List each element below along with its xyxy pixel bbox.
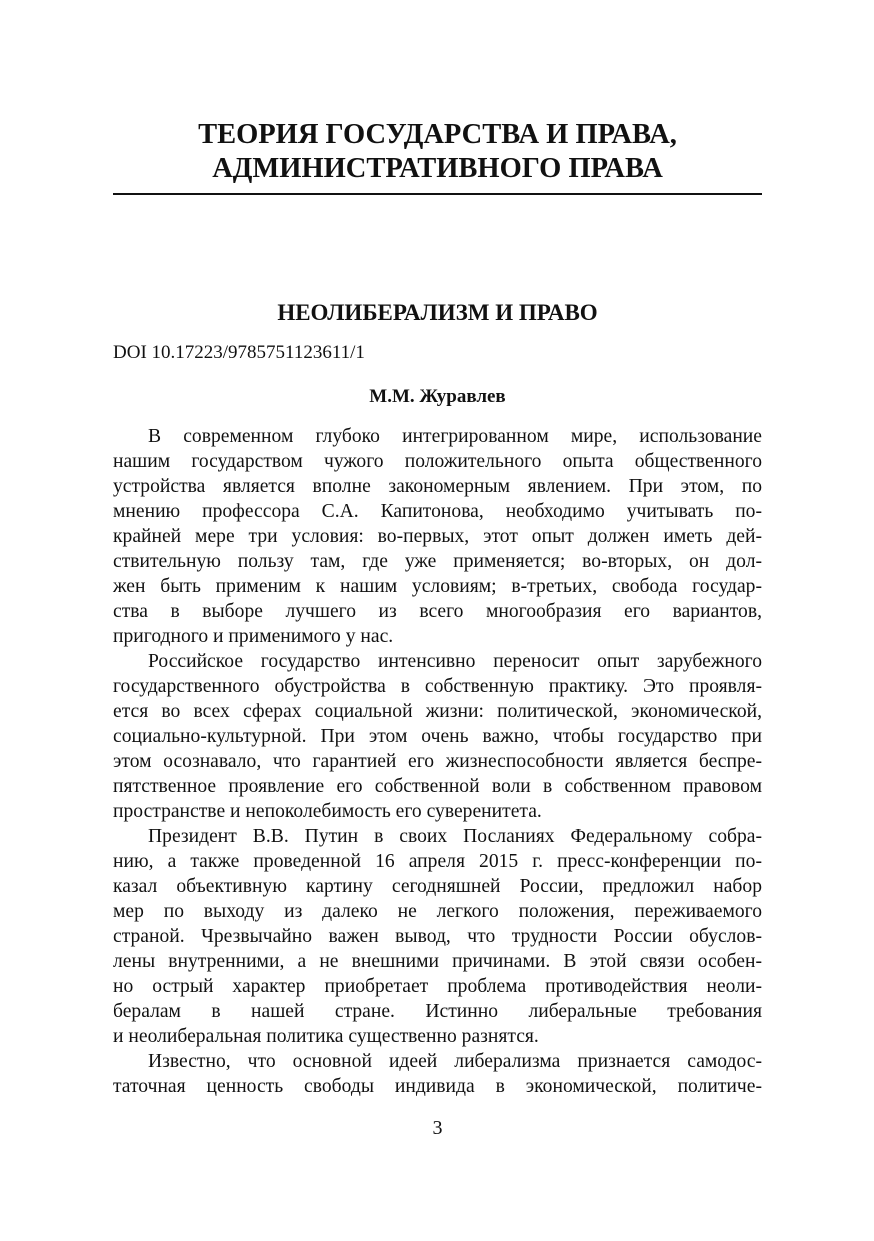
text-line: пятственное проявление его собственной воли в собственном правовом [113, 776, 762, 797]
text-line: Известно, что основной идеей либерализма признается самодос- [148, 1051, 762, 1072]
section-title-line-1: ТЕОРИЯ ГОСУДАРСТВА И ПРАВА, [198, 119, 677, 150]
text-line: нашим государством чужого положительного опыта общественного [113, 451, 762, 472]
text-line: Президент В.В. Путин в своих Посланиях Федеральному собра- [148, 826, 762, 847]
text-line: ется во всех сферах социальной жизни: политической, экономической, [113, 701, 762, 722]
text-line: социально-культурной. При этом очень важно, чтобы государство при [113, 726, 762, 747]
paragraph [113, 649, 762, 824]
paragraph [113, 1049, 762, 1099]
text-line: крайней мере три условия: во-первых, этот опыт должен иметь дей- [113, 526, 762, 547]
article-title: НЕОЛИБЕРАЛИЗМ И ПРАВО [277, 300, 598, 325]
text-line: В современном глубоко интегрированном мире, использование [148, 426, 762, 447]
text-line: таточная ценность свободы индивида в экономической, политиче- [113, 1076, 762, 1097]
text-line: Российское государство интенсивно переносит опыт зарубежного [148, 651, 762, 672]
section-header [113, 118, 762, 186]
paragraph [113, 424, 762, 649]
text-line: государственного обустройства в собственную практику. Это проявля- [113, 676, 762, 697]
text-line: страной. Чрезвычайно важен вывод, что трудности России обуслов- [113, 926, 762, 947]
text-line: ствительную пользу там, где уже применяется; во-вторых, он дол- [113, 551, 762, 572]
doi[interactable]: DOI 10.17223/9785751123611/1 [113, 342, 365, 363]
article-body [113, 424, 762, 1099]
text-line: этом осознавало, что гарантией его жизнеспособности является беспре- [113, 751, 762, 772]
text-line: пригодного и применимого у нас. [113, 626, 394, 647]
text-line: казал объективную картину сегодняшней России, предложил набор [113, 876, 762, 897]
text-line: но острый характер приобретает проблема противодействия неоли- [113, 976, 762, 997]
page-number: 3 [432, 1117, 443, 1139]
paragraph [113, 824, 762, 1049]
text-line: пространстве и непоколебимость его суверенитета. [113, 801, 542, 822]
section-title-line-2: АДМИНИСТРАТИВНОГО ПРАВА [212, 153, 663, 184]
text-line: мер по выходу из далеко не легкого положения, переживаемого [113, 901, 762, 922]
text-line: жен быть применим к нашим условиям; в-третьих, свобода государ- [113, 576, 762, 597]
text-line: и неолиберальная политика существенно разнятся. [113, 1026, 539, 1047]
section-divider [113, 193, 762, 195]
text-line: лены внутренними, а не внешними причинами. В этой связи особен- [113, 951, 762, 972]
text-line: нию, а также проведенной 16 апреля 2015 г. пресс-конференции по- [113, 851, 762, 872]
text-line: мнению профессора С.А. Капитонова, необходимо учитывать по- [113, 501, 762, 522]
text-line: бералам в нашей стране. Истинно либеральные требования [113, 1001, 762, 1022]
text-line: устройства является вполне закономерным явлением. При этом, по [113, 476, 762, 497]
text-line: ства в выборе лучшего из всего многообразия его вариантов, [113, 601, 762, 622]
author-name: М.М. Журавлев [369, 386, 506, 407]
